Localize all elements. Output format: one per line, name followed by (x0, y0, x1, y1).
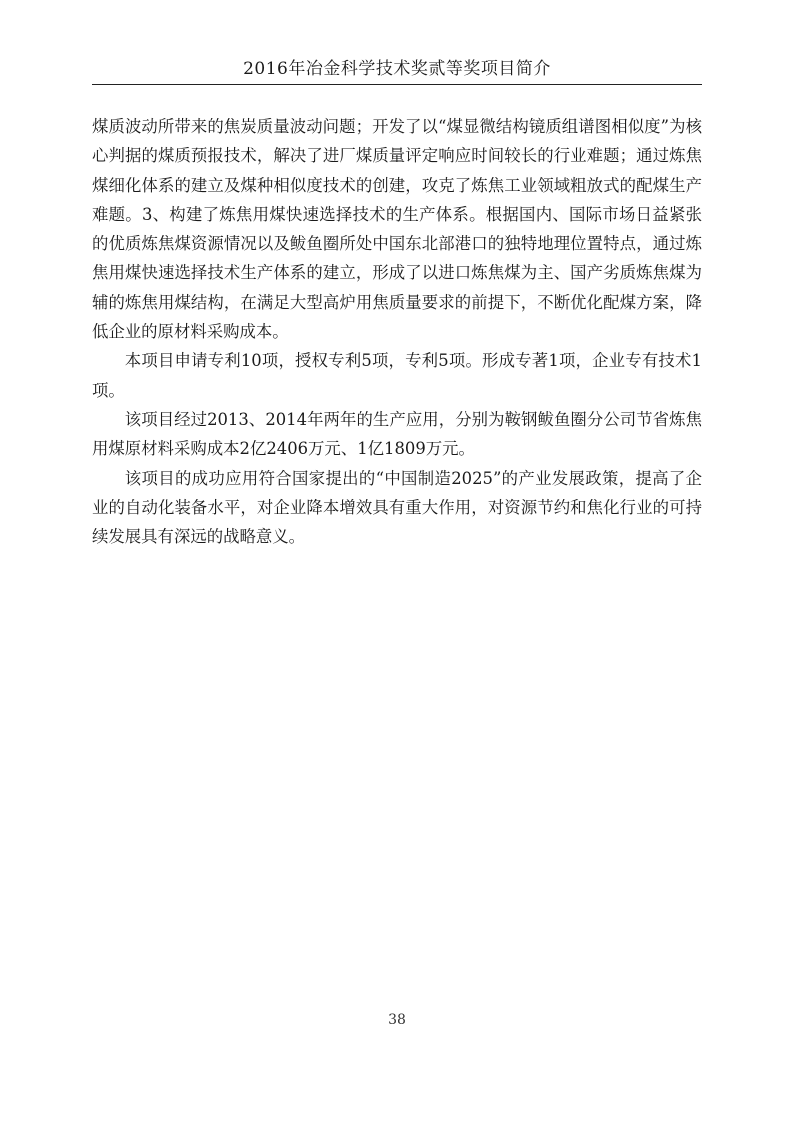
paragraph-patents: 本项目申请专利10项，授权专利5项，专利5项。形成专著1项，企业专有技术1项。 (92, 351, 702, 400)
paragraph-significance: 该项目的成功应用符合国家提出的“中国制造2025”的产业发展政策，提高了企业的自动化装备水平，对企业降本增效具有重大作用，对资源节约和焦化行业的可持续发展具有深远的战略意义。 (92, 468, 702, 547)
body-text (92, 112, 702, 551)
header-divider (92, 84, 702, 85)
page-number: 38 (388, 1012, 406, 1028)
paragraph-continued: 煤质波动所带来的焦炭质量波动问题；开发了以“煤显微结构镜质组谱图相似度”为核心判据的煤质预报技术，解决了进厂煤质量评定响应时间较长的行业难题；通过炼焦煤细化体系的建立及煤种相似度技术的创建，攻克了炼焦工业领域粗放式的配煤生产难题。3、构建了炼焦用煤快速选择技术的生产体系。根据国内、国际市场日益紧张的优质炼焦煤资源情况以及鲅鱼圈所处中国东北部港口的独特地理位置特点，通过炼焦用煤快速选择技术生产体系的建立，形成了以进口炼焦煤为主、国产劣质炼焦煤为辅的炼焦用煤结构，在满足大型高炉用焦质量要求的前提下，不断优化配煤方案，降低企业的原材料采购成本。 (92, 117, 702, 342)
page-header-title: 2016年冶金科学技术奖贰等奖项目简介 (243, 59, 551, 79)
paragraph-application-results: 该项目经过2013、2014年两年的生产应用，分别为鞍钢鲅鱼圈分公司节省炼焦用煤原材料采购成本2亿2406万元、1亿1809万元。 (92, 409, 702, 459)
